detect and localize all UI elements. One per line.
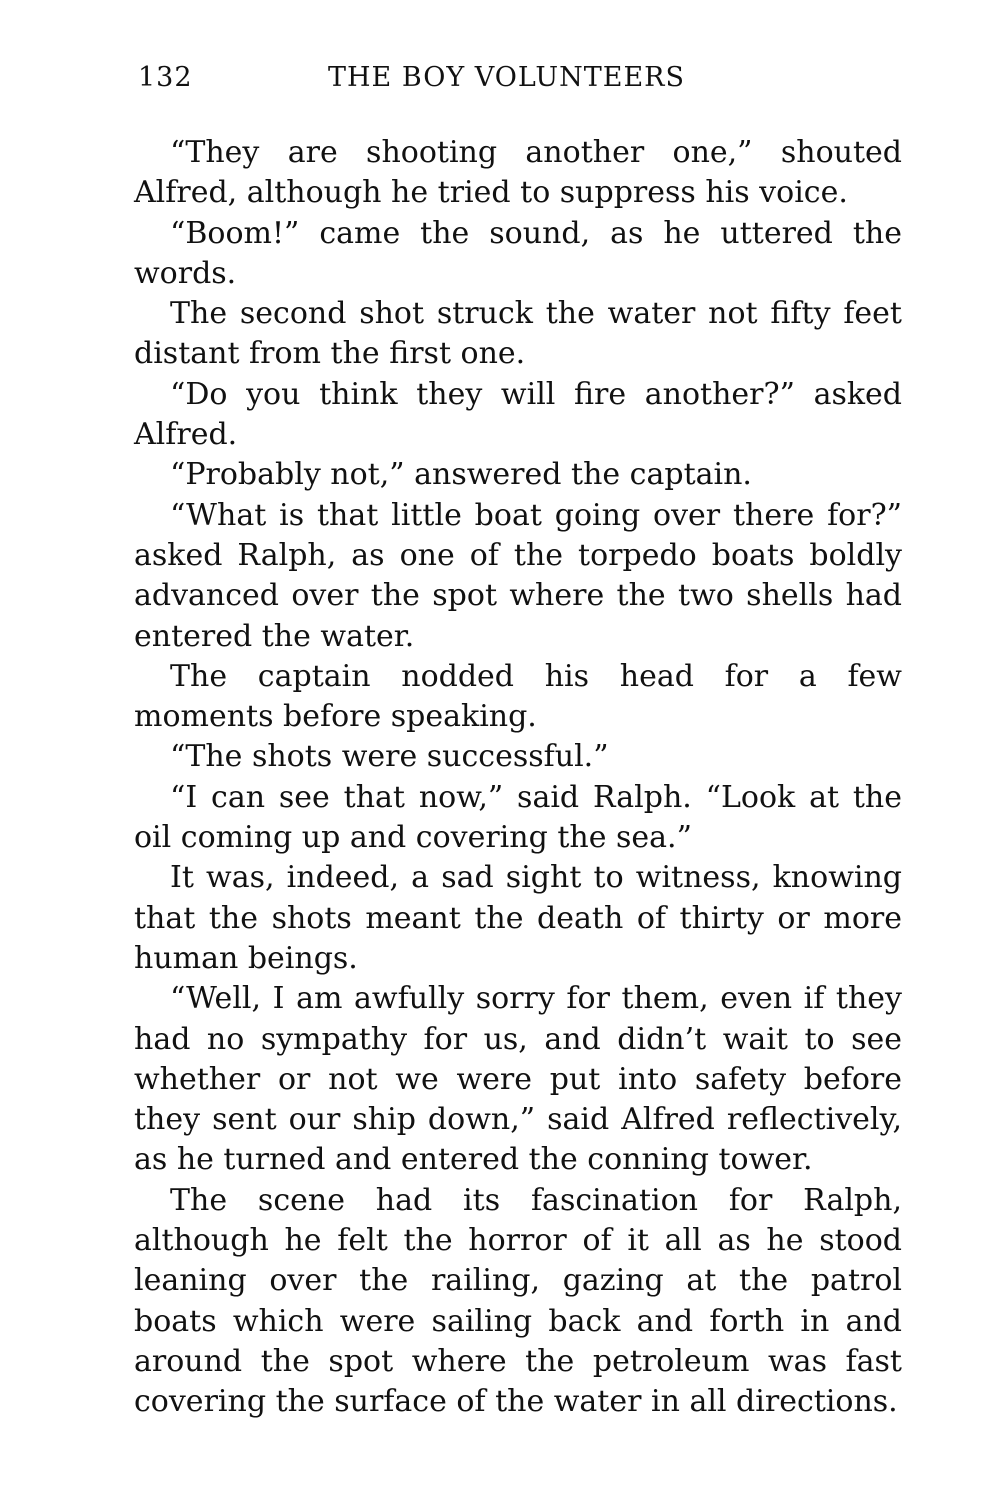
paragraph: The captain nodded his head for a few moments before speaking. — [134, 658, 902, 735]
paragraph: “The shots were successful.” — [170, 739, 609, 775]
paragraph: “They are shooting another one,” shouted Alfred, although he tried to suppress his voice. — [134, 135, 902, 211]
running-title: THE BOY VOLUNTEERS — [328, 62, 685, 93]
paragraph: “Boom!” came the sound, as he uttered the words. — [134, 215, 902, 291]
paragraph: It was, indeed, a sad sight to witness, knowing that the shots meant the death of thirty or more human beings. — [134, 860, 902, 976]
running-head — [138, 62, 900, 102]
body-text — [134, 133, 902, 1423]
paragraph: “What is that little boat going over there for?” asked Ralph, as one of the torpedo boats boldly advanced over the spot where the two shells had entered the water. — [134, 497, 902, 654]
paragraph: “Probably not,” answered the captain. — [170, 457, 752, 493]
paragraph: “Well, I am awfully sorry for them, even if they had no sympathy for us, and didn’t wait to see whether or not we were put into safety before they sent our ship down,” said Alfred reflectively, as he turned and entered the conning tower. — [134, 981, 902, 1178]
paragraph: “I can see that now,” said Ralph. “Look at the oil coming up and covering the sea.” — [134, 779, 902, 856]
paragraph: “Do you think they will fire another?” asked Alfred. — [134, 376, 902, 453]
paragraph: The second shot struck the water not fifty feet distant from the first one. — [134, 296, 902, 372]
page-number: 132 — [138, 62, 193, 93]
paragraph: The scene had its fascination for Ralph, although he felt the horror of it all as he stood leaning over the railing, gazing at the patrol boats which were sailing back and forth in and around the spot where the petroleum was fast covering the surface of the water in all directions. — [134, 1182, 902, 1420]
